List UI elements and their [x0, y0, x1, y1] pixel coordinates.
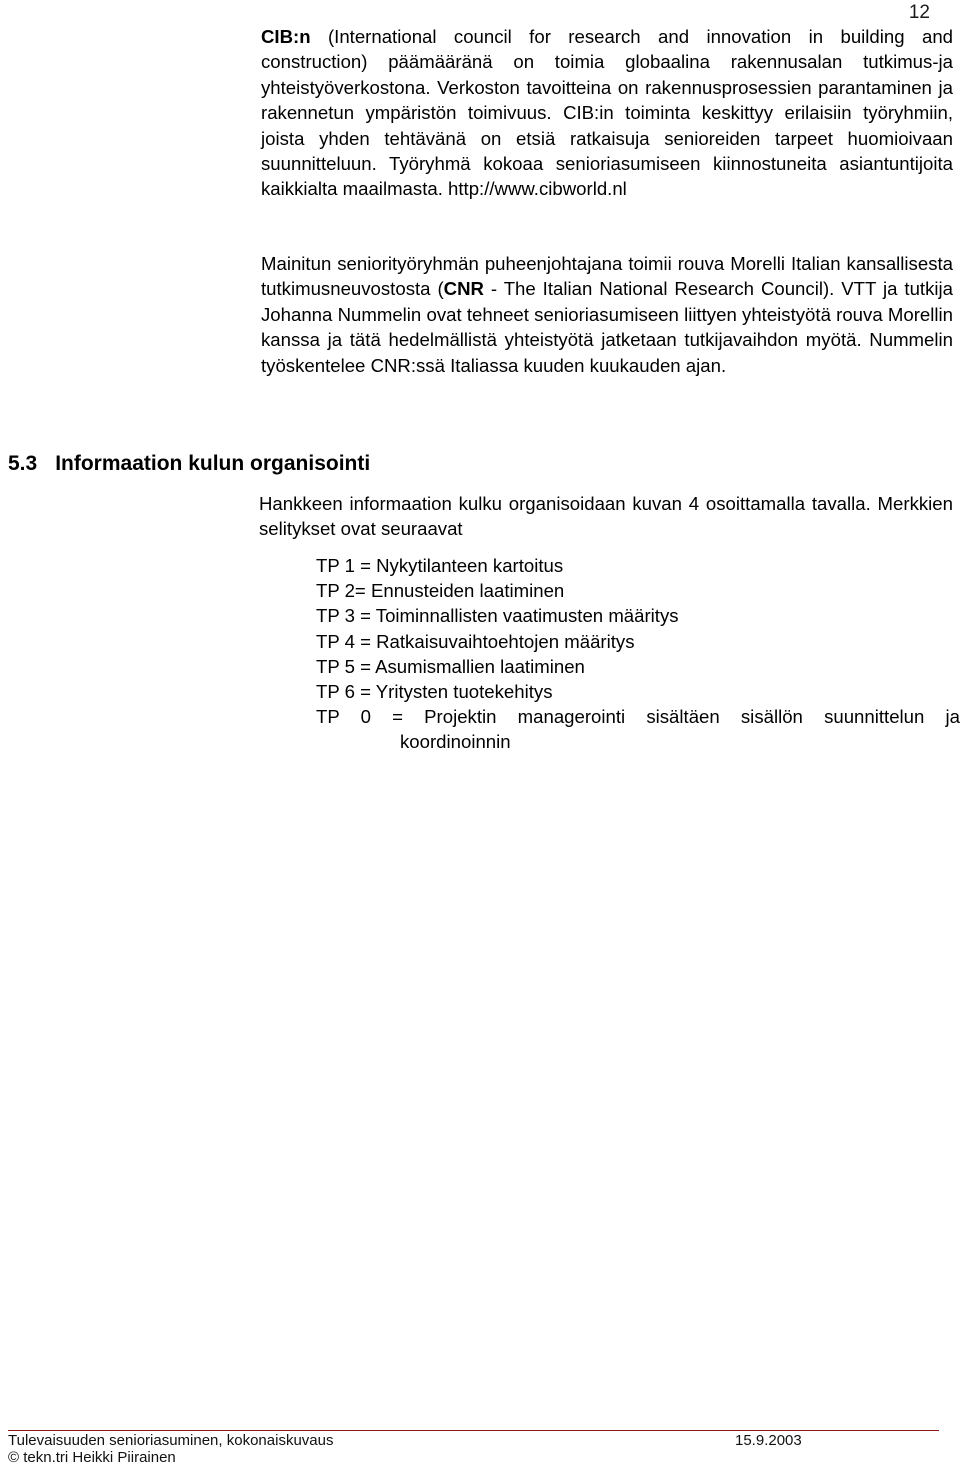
list-item: TP 1 = Nykytilanteen kartoitus [316, 555, 564, 576]
footer-rule [8, 1430, 939, 1431]
cnr-bold: CNR [443, 278, 484, 300]
page-number: 12 [908, 2, 930, 23]
list-item-tp0: TP 0 = Projektin managerointi sisältäen sisällön suunnittelun ja [316, 706, 960, 728]
list-item-tp0-continued: koordinoinnin [400, 731, 511, 753]
footer-title: Tulevaisuuden senioriasuminen, kokonaiskuvaus [8, 1432, 334, 1449]
cnr-text-after: - The Italian National Research Council). VTT ja tutkija Johanna Nummelin ovat tehneet senioriasumiseen liittyen yhteistyötä rouva Morellin kanssa ja tätä hedelmällistä yhteistyötä jatketaan tutkijavaihdon myötä. Nummelin työskentelee CNR:ssä Italiassa kuuden kuukauden ajan. [261, 278, 953, 376]
cib-lead: CIB:n [261, 26, 311, 47]
list-item: TP 6 = Yritysten tuotekehitys [316, 681, 553, 703]
section-title: Informaation kulun organisointi [55, 452, 371, 475]
list-item: TP 3 = Toiminnallisten vaatimusten määritys [316, 605, 679, 627]
list-item: TP 4 = Ratkaisuvaihtoehtojen määritys [316, 630, 635, 652]
paragraph-cnr [261, 251, 953, 378]
list-item: TP 2= Ennusteiden laatiminen [316, 580, 565, 602]
paragraph-cib [261, 24, 953, 202]
cnr-text-before: Mainitun seniorityöryhmän puheenjohtajana toimii rouva Morelli Italian kansallisesta tutkimusneuvostosta ( [261, 253, 953, 300]
tp-list [316, 553, 960, 755]
footer-copyright: © tekn.tri Heikki Piirainen [8, 1449, 176, 1466]
cib-text: (International council for research and innovation in building and construction) päämääränä on toimia globaalina rakennusalan tutkimus-ja yhteistyöverkostona. Verkoston tavoitteina on rakennusprosessien parantaminen ja rakennetun ympäristön toimivuus. CIB:in toiminta keskittyy erilaisiin työryhmiin, joista yhden tehtävänä on etsiä ratkaisuja senioreiden tarpeet huomioivaan suunnitteluun. Työryhmä kokoaa senioriasumiseen kiinnostuneita asiantuntijoita kaikkialta maailmasta. http://www.cibworld.nl [261, 26, 953, 200]
section-intro: Hankkeen informaation kulku organisoidaan kuvan 4 osoittamalla tavalla. Merkkien selitykset ovat seuraavat [259, 493, 953, 540]
list-item: TP 5 = Asumismallien laatiminen [316, 655, 585, 677]
section-heading [8, 452, 370, 476]
section-number: 5.3 [8, 452, 38, 475]
footer-date: 15.9.2003 [735, 1432, 802, 1449]
